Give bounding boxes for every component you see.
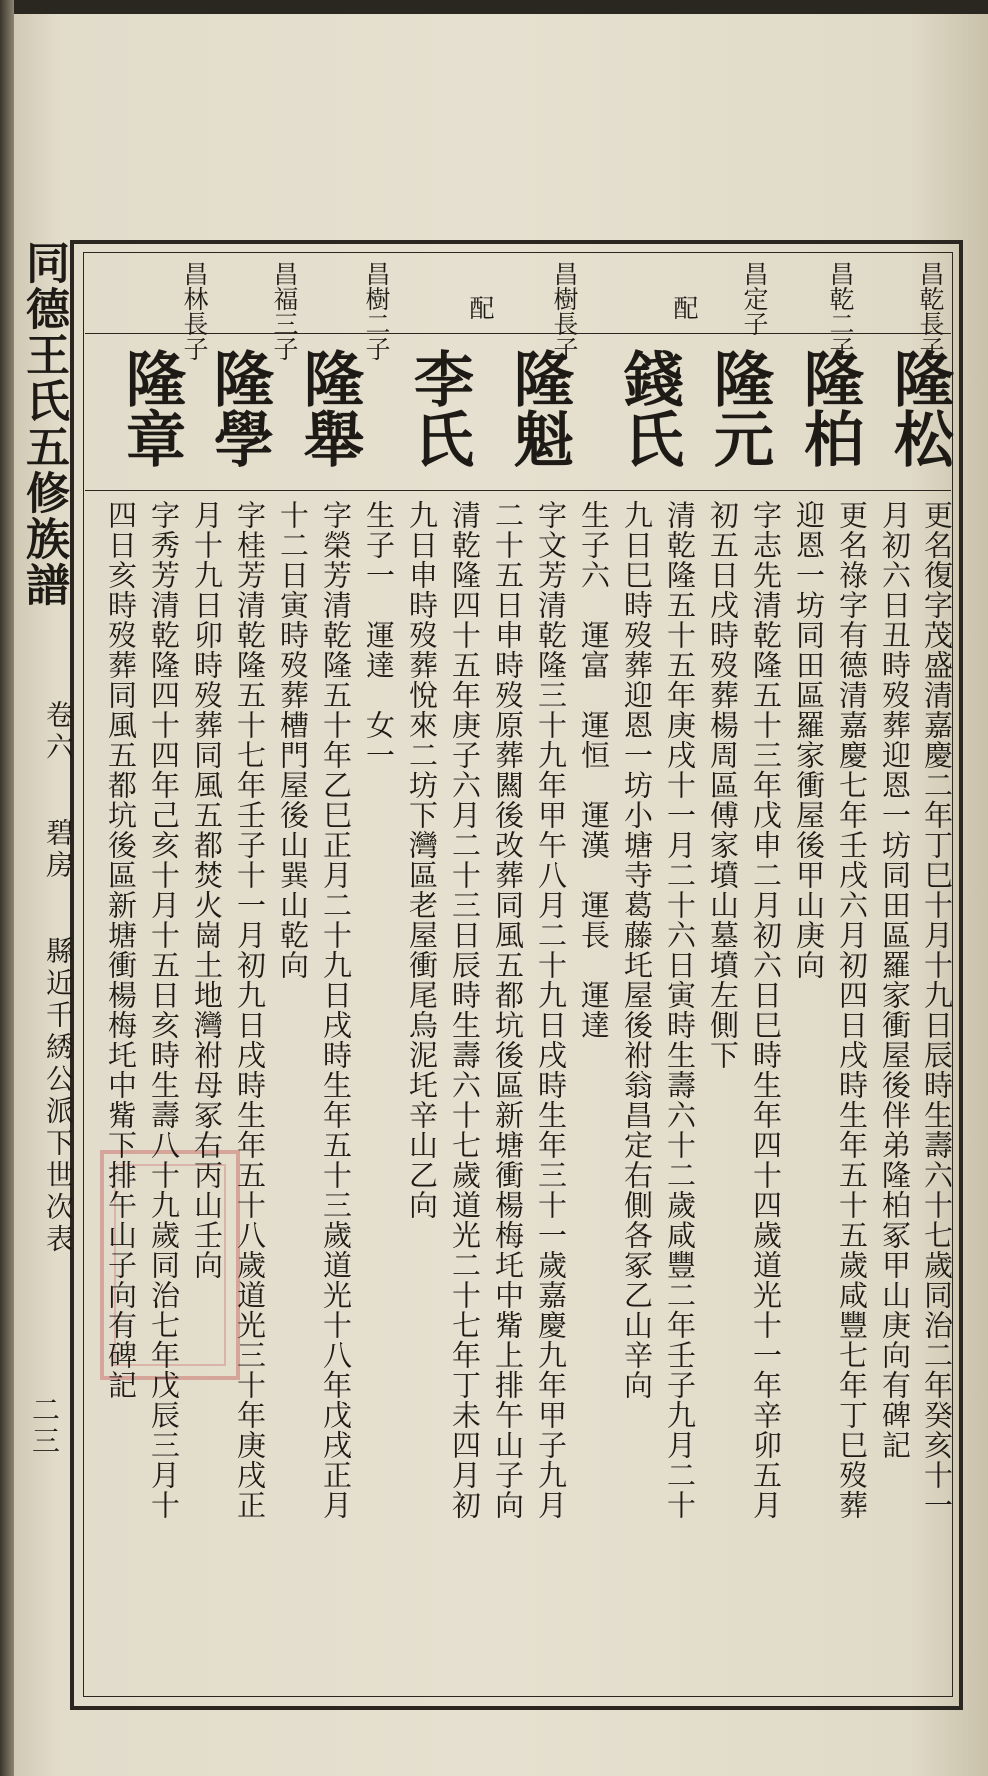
header-row	[85, 255, 951, 361]
header-cell: 昌福三子	[270, 261, 299, 361]
record-line: 月十九日卯時歿葬同風五都焚火崗土地灣祔母冢右丙山壬向	[190, 500, 224, 1280]
header-cell: 昌定子	[740, 261, 769, 336]
record-line: 初五日戌時歿葬楊周區傅家墳山墓墳左側下	[706, 500, 740, 1070]
volume-label: 卷六	[42, 700, 75, 764]
side-info	[26, 700, 78, 1700]
spouse-name: 錢氏	[614, 348, 684, 468]
record-line: 二十五日申時歿原葬闗後改葬同風五都坑後區新塘衝楊梅圫中觜上排午山子向	[491, 500, 525, 1520]
record-line: 生子一 運達 女一	[362, 500, 396, 770]
header-cell: 配	[670, 295, 699, 320]
record-line: 更名祿字有德清嘉慶七年壬戌六月初四日戌時生年五十五歲咸豐七年丁巳歿葬	[835, 500, 869, 1520]
person-name: 隆學	[204, 348, 274, 468]
record-line: 清乾隆五十五年庚戌十一月二十六日寅時生壽六十二歲咸豐二年壬子九月二十	[663, 500, 697, 1520]
branch-label: 碧房	[42, 817, 75, 882]
record-line: 字志先清乾隆五十三年戊申二月初六日巳時生年四十四歲道光十一年辛卯五月	[749, 500, 783, 1520]
person-name: 隆魁	[504, 348, 574, 468]
record-line: 九日巳時歿葬迎恩一坊小塘寺葛藤圫屋後祔翁昌定右側各冢乙山辛向	[620, 500, 654, 1400]
record-line: 字秀芳清乾隆四十四年己亥十月十五日亥時生壽八十九歲同治七年戊辰三月十	[147, 500, 181, 1520]
person-name: 隆舉	[294, 348, 364, 468]
header-cell: 配	[466, 295, 495, 320]
book-title-text: 同德王氏五修族譜	[18, 240, 69, 608]
record-line: 字桂芳清乾隆五十七年壬子十一月初九日戌時生年五十八歲道光三十年庚戌正	[233, 500, 267, 1520]
person-name: 隆松	[884, 348, 954, 468]
record-line: 十二日寅時歿葬槽門屋後山巽山乾向	[276, 500, 310, 980]
header-cell: 昌樹長子	[550, 261, 579, 361]
header-cell: 昌乾長子	[916, 261, 945, 361]
record-line: 四日亥時歿葬同風五都坑後區新塘衝楊梅圫中觜下排午山子向有碑記	[104, 500, 138, 1400]
header-cell: 昌樹二子	[362, 261, 391, 361]
record-line: 字榮芳清乾隆五十年乙巳正月二十九日戌時生年五十三歲道光十八年戊戌正月	[319, 500, 353, 1520]
lineage-label: 縣近千綉公派下世次表	[42, 935, 75, 1256]
record-line: 迎恩一坊同田區羅家衝屋後甲山庚向	[792, 500, 826, 980]
page-number: 二三	[28, 1395, 61, 1457]
header-cell: 昌乾二子	[826, 261, 855, 361]
record-line: 月初六日丑時歿葬迎恩一坊同田區羅家衝屋後伴弟隆柏冢甲山庚向有碑記	[878, 500, 912, 1460]
book-edge-shadow	[0, 0, 988, 14]
header-cell: 昌林長子	[180, 261, 209, 361]
record-line: 更名復字茂盛清嘉慶二年丁巳十月十九日辰時生壽六十七歲同治二年癸亥十一	[920, 500, 954, 1520]
record-line: 清乾隆四十五年庚子六月二十三日辰時生壽六十七歲道光二十七年丁未四月初	[448, 500, 482, 1520]
record-line: 字文芳清乾隆三十九年甲午八月二十九日戌時生年三十一歲嘉慶九年甲子九月	[534, 500, 568, 1520]
names-row	[85, 336, 954, 491]
person-name: 隆柏	[794, 348, 864, 468]
record-line: 九日申時歿葬悅來二坊下灣區老屋衝尾烏泥圫辛山乙向	[405, 500, 439, 1220]
person-name: 隆元	[704, 348, 774, 468]
spouse-name: 李氏	[404, 348, 474, 468]
record-line: 生子六 運富 運恒 運漢 運長 運達	[577, 500, 611, 1040]
person-name: 隆章	[116, 348, 186, 468]
